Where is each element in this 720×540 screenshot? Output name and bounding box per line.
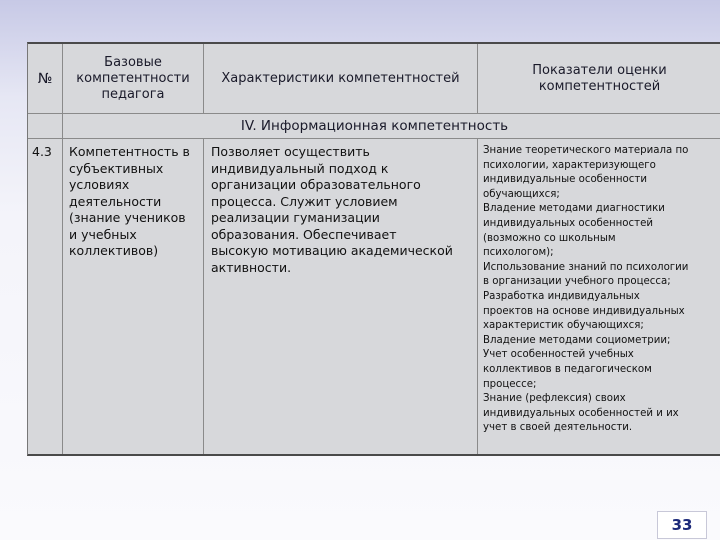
indicators-cell [483,144,719,436]
indicator-line: Владение методами диагностики [483,203,665,215]
characteristics-line: организации образовательного [211,177,421,192]
characteristics-cell [211,144,475,276]
indicator-line: индивидуальных особенностей и их [483,407,679,419]
characteristics-line: индивидуальный подход к [211,160,389,176]
header-characteristics: Характеристики компетентностей [221,70,460,86]
indicator-line: Использование знаний по психологии [483,261,689,273]
indicator-line: в организации учебного процесса; [483,276,671,288]
section-title: IV. Информационная компетентность [28,114,720,139]
indicator-line: психологом); [483,247,554,259]
indicator-line: Разработка индивидуальных [483,290,640,302]
header-indicators-line: компетентностей [538,78,661,94]
header-indicators-line: Показатели оценки [532,62,667,78]
indicator-line: Владение методами социометрии; [483,334,671,346]
header-number: № [37,70,53,87]
header-base-line: компетентности [76,70,190,86]
characteristics-line: активности. [211,259,292,275]
indicator-line: психологии, характеризующего [483,159,656,171]
indicator-line: процессе; [483,378,537,390]
competence-line: и учебных [69,226,137,242]
competence-line: (знание учеников [69,210,186,225]
indicator-line: обучающихся; [483,188,560,200]
indicator-line: индивидуальных особенностей [483,217,653,229]
header-indicators [478,44,720,113]
table-header-row [28,44,720,114]
indicator-line: Знание теоретического материала по [483,145,689,156]
column-divider [477,139,478,454]
characteristics-line: высокую мотивацию академической [211,243,453,258]
indicator-line: проектов на основе индивидуальных [483,305,685,317]
indicator-line: индивидуальные особенности [483,174,647,186]
indicator-line: (возможно со школьным [483,232,616,244]
header-base-line: педагога [101,86,165,102]
indicator-line: Знание (рефлексия) своих [483,393,626,405]
competence-cell [69,144,201,260]
indicator-line: коллективов в педагогическом [483,363,652,375]
column-divider [203,139,204,454]
competence-line: условиях [69,177,130,192]
header-base-competences [63,44,203,113]
competence-line: Компетентность в [69,144,190,159]
indicator-line: характеристик обучающихся; [483,320,644,332]
characteristics-line: Позволяет осуществить [211,144,370,159]
competence-line: коллективов) [69,243,159,258]
characteristics-line: реализации гуманизации [211,210,380,225]
competence-line: деятельности [69,193,162,209]
indicator-line: Учет особенностей учебных [483,349,634,361]
indicator-line: учет в своей деятельности. [483,422,633,434]
characteristics-line: образования. Обеспечивает [211,226,397,242]
page-number: 33 [657,511,707,539]
characteristics-line: процесса. Служит условием [211,193,398,209]
competence-line: субъективных [69,160,164,176]
header-base-line: Базовые [104,54,162,70]
row-number: 4.3 [32,144,52,159]
competence-table [27,42,720,456]
